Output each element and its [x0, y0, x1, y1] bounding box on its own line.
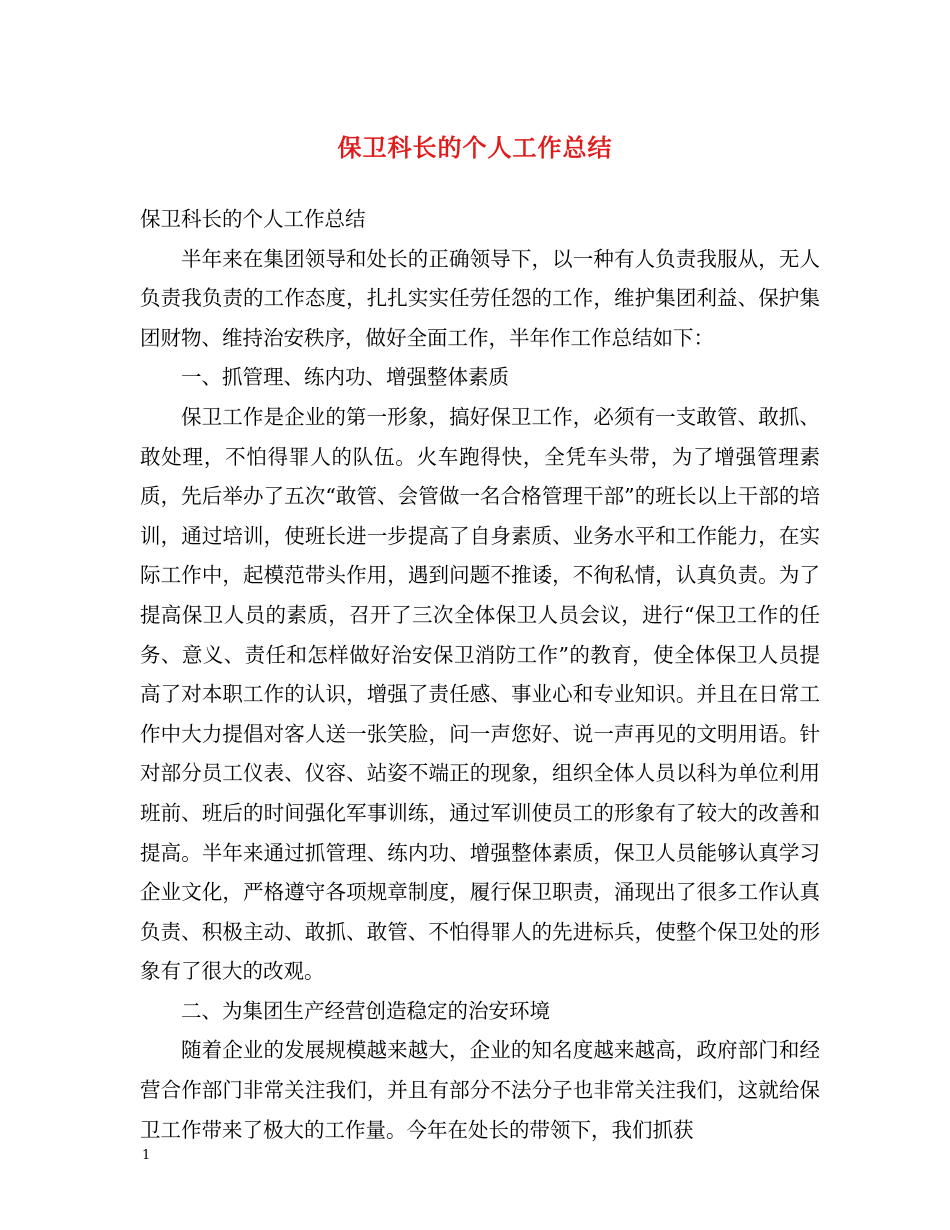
document-title: 保卫科长的个人工作总结	[337, 133, 613, 162]
body-paragraph: 半年来在集团领导和处长的正确领导下，以一种有人负责我服从，无人负责我负责的工作态度，扎扎实实任劳任怨的工作，维护集团利益、保护集团财物、维持治安秩序，做好全面工作，半年作工作总结如下：	[140, 246, 820, 350]
body-paragraph: 保卫科长的个人工作总结	[140, 207, 366, 231]
document-body	[140, 200, 820, 1150]
body-paragraph: 随着企业的发展规模越来越大，企业的知名度越来越高，政府部门和经营合作部门非常关注我们，并且有部分不法分子也非常关注我们，这就给保卫工作带来了极大的工作量。今年在处长的带领下，我们抓获	[140, 1038, 820, 1142]
section-heading: 一、抓管理、练内功、增强整体素质	[181, 365, 509, 390]
page-number: 1	[142, 1148, 151, 1163]
body-paragraph: 保卫工作是企业的第一形象，搞好保卫工作，必须有一支敢管、敢抓、敢处理，不怕得罪人的队伍。火车跑得快，全凭车头带，为了增强管理素质，先后举办了五次“敢管、会管做一名合格管理干部”的班长以上干部的培训，通过培训，使班长进一步提高了自身素质、业务水平和工作能力，在实际工作中，起模范带头作用，遇到问题不推诿，不徇私情，认真负责。为了提高保卫人员的素质，召开了三次全体保卫人员会议，进行“保卫工作的任务、意义、责任和怎样做好治安保卫消防工作”的教育，使全体保卫人员提高了对本职工作的认识，增强了责任感、事业心和专业知识。并且在日常工作中大力提倡对客人送一张笑脸，问一声您好、说一声再见的文明用语。针对部分员工仪表、仪容、站姿不端正的现象，组织全体人员以科为单位利用班前、班后的时间强化军事训练，通过军训使员工的形象有了较大的改善和提高。半年来通过抓管理、练内功、增强整体素质，保卫人员能够认真学习企业文化，严格遵守各项规章制度，履行保卫职责，涌现出了很多工作认真负责、积极主动、敢抓、敢管、不怕得罪人的先进标兵，使整个保卫处的形象有了很大的改观。	[140, 404, 820, 984]
section-heading: 二、为集团生产经营创造稳定的治安环境	[181, 998, 550, 1023]
